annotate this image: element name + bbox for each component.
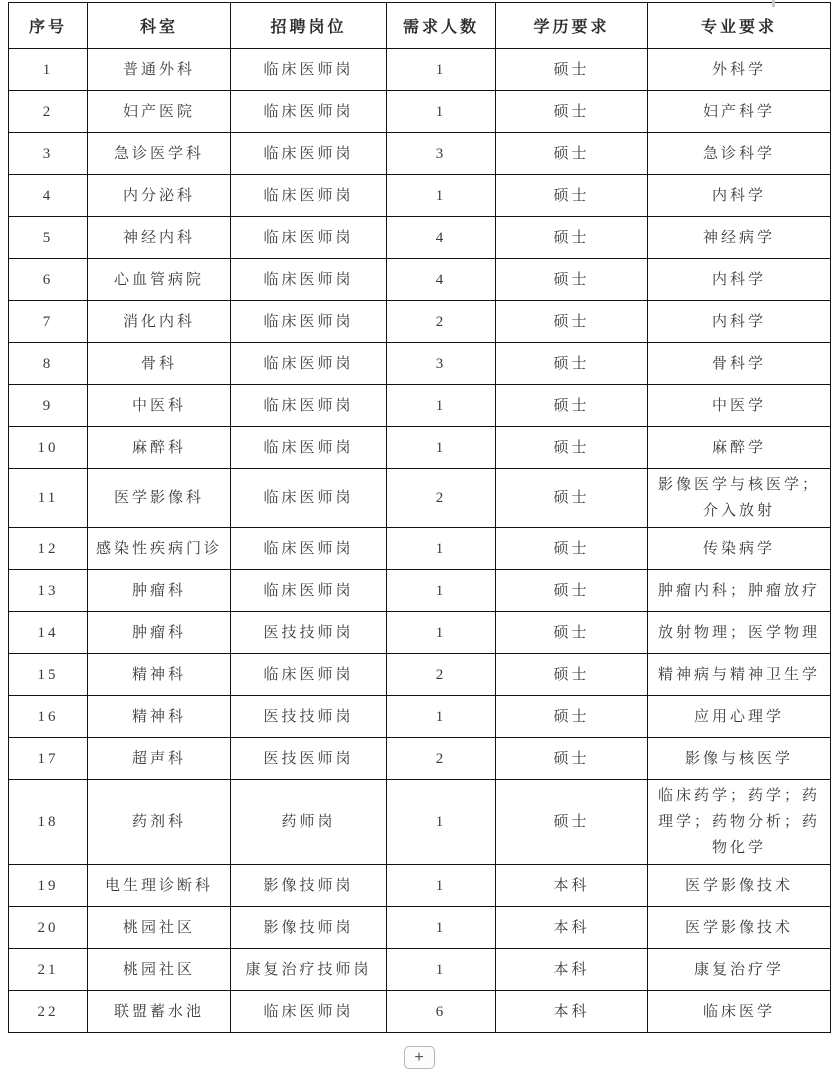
page-edge-artifact xyxy=(772,0,775,7)
add-row-container xyxy=(8,1046,830,1069)
cell-position: 临床医师岗 xyxy=(231,259,387,301)
cell-count: 6 xyxy=(387,991,496,1033)
cell-position: 临床医师岗 xyxy=(231,343,387,385)
column-header-dept: 科室 xyxy=(88,3,231,49)
cell-education: 硕士 xyxy=(496,385,648,427)
cell-count: 1 xyxy=(387,385,496,427)
cell-major: 肿瘤内科；肿瘤放疗 xyxy=(648,570,831,612)
cell-no: 18 xyxy=(9,780,88,865)
cell-education: 硕士 xyxy=(496,469,648,528)
cell-count: 1 xyxy=(387,949,496,991)
cell-dept: 消化内科 xyxy=(88,301,231,343)
cell-count: 3 xyxy=(387,133,496,175)
cell-education: 硕士 xyxy=(496,91,648,133)
table-row xyxy=(9,469,831,528)
cell-education: 硕士 xyxy=(496,301,648,343)
table-row xyxy=(9,865,831,907)
cell-position: 康复治疗技师岗 xyxy=(231,949,387,991)
table-row xyxy=(9,175,831,217)
cell-position: 影像技师岗 xyxy=(231,907,387,949)
cell-count: 2 xyxy=(387,469,496,528)
column-header-position: 招聘岗位 xyxy=(231,3,387,49)
cell-major: 神经病学 xyxy=(648,217,831,259)
cell-education: 硕士 xyxy=(496,427,648,469)
table-row xyxy=(9,738,831,780)
cell-count: 2 xyxy=(387,301,496,343)
cell-dept: 联盟蓄水池 xyxy=(88,991,231,1033)
cell-major: 精神病与精神卫生学 xyxy=(648,654,831,696)
cell-no: 22 xyxy=(9,991,88,1033)
cell-dept: 电生理诊断科 xyxy=(88,865,231,907)
table-row xyxy=(9,907,831,949)
table-row xyxy=(9,49,831,91)
cell-major: 妇产科学 xyxy=(648,91,831,133)
cell-major: 骨科学 xyxy=(648,343,831,385)
cell-no: 15 xyxy=(9,654,88,696)
table-row xyxy=(9,528,831,570)
cell-education: 硕士 xyxy=(496,343,648,385)
cell-major: 内科学 xyxy=(648,175,831,217)
cell-major: 中医学 xyxy=(648,385,831,427)
cell-dept: 普通外科 xyxy=(88,49,231,91)
cell-education: 硕士 xyxy=(496,133,648,175)
table-row xyxy=(9,217,831,259)
cell-dept: 中医科 xyxy=(88,385,231,427)
table-row xyxy=(9,991,831,1033)
cell-count: 1 xyxy=(387,612,496,654)
cell-no: 21 xyxy=(9,949,88,991)
cell-dept: 神经内科 xyxy=(88,217,231,259)
cell-count: 2 xyxy=(387,654,496,696)
cell-count: 4 xyxy=(387,217,496,259)
table-row xyxy=(9,570,831,612)
cell-position: 临床医师岗 xyxy=(231,991,387,1033)
cell-count: 1 xyxy=(387,175,496,217)
cell-count: 1 xyxy=(387,427,496,469)
table-row xyxy=(9,343,831,385)
column-header-major: 专业要求 xyxy=(648,3,831,49)
cell-no: 3 xyxy=(9,133,88,175)
cell-major: 急诊科学 xyxy=(648,133,831,175)
cell-position: 临床医师岗 xyxy=(231,49,387,91)
cell-education: 硕士 xyxy=(496,175,648,217)
table-header xyxy=(9,3,831,49)
cell-position: 临床医师岗 xyxy=(231,570,387,612)
cell-no: 20 xyxy=(9,907,88,949)
column-header-no: 序号 xyxy=(9,3,88,49)
cell-no: 19 xyxy=(9,865,88,907)
cell-count: 3 xyxy=(387,343,496,385)
cell-no: 11 xyxy=(9,469,88,528)
table-row xyxy=(9,780,831,865)
cell-major: 内科学 xyxy=(648,301,831,343)
cell-position: 临床医师岗 xyxy=(231,175,387,217)
cell-position: 医技技师岗 xyxy=(231,612,387,654)
cell-major: 临床药学；药学；药理学；药物分析；药物化学 xyxy=(648,780,831,865)
cell-count: 1 xyxy=(387,528,496,570)
table-row xyxy=(9,385,831,427)
cell-position: 临床医师岗 xyxy=(231,654,387,696)
cell-count: 1 xyxy=(387,91,496,133)
cell-major: 影像医学与核医学；介入放射 xyxy=(648,469,831,528)
table-row xyxy=(9,654,831,696)
cell-no: 10 xyxy=(9,427,88,469)
cell-position: 临床医师岗 xyxy=(231,528,387,570)
column-header-education: 学历要求 xyxy=(496,3,648,49)
cell-dept: 骨科 xyxy=(88,343,231,385)
cell-major: 内科学 xyxy=(648,259,831,301)
cell-no: 1 xyxy=(9,49,88,91)
cell-position: 临床医师岗 xyxy=(231,133,387,175)
cell-dept: 心血管病院 xyxy=(88,259,231,301)
cell-education: 硕士 xyxy=(496,259,648,301)
cell-count: 4 xyxy=(387,259,496,301)
cell-no: 7 xyxy=(9,301,88,343)
cell-education: 本科 xyxy=(496,865,648,907)
cell-dept: 桃园社区 xyxy=(88,907,231,949)
cell-dept: 桃园社区 xyxy=(88,949,231,991)
cell-dept: 急诊医学科 xyxy=(88,133,231,175)
cell-dept: 肿瘤科 xyxy=(88,570,231,612)
column-header-count: 需求人数 xyxy=(387,3,496,49)
cell-dept: 药剂科 xyxy=(88,780,231,865)
table-row xyxy=(9,91,831,133)
cell-education: 硕士 xyxy=(496,217,648,259)
cell-count: 1 xyxy=(387,570,496,612)
cell-dept: 内分泌科 xyxy=(88,175,231,217)
cell-no: 8 xyxy=(9,343,88,385)
table-row xyxy=(9,133,831,175)
table-row xyxy=(9,259,831,301)
cell-education: 硕士 xyxy=(496,738,648,780)
cell-education: 硕士 xyxy=(496,49,648,91)
add-row-button[interactable]: + xyxy=(404,1046,435,1069)
table-body xyxy=(9,49,831,1033)
cell-education: 硕士 xyxy=(496,570,648,612)
cell-position: 临床医师岗 xyxy=(231,217,387,259)
cell-major: 医学影像技术 xyxy=(648,865,831,907)
cell-no: 12 xyxy=(9,528,88,570)
cell-dept: 妇产医院 xyxy=(88,91,231,133)
cell-count: 1 xyxy=(387,696,496,738)
table-row xyxy=(9,949,831,991)
cell-count: 1 xyxy=(387,49,496,91)
cell-dept: 医学影像科 xyxy=(88,469,231,528)
cell-count: 1 xyxy=(387,907,496,949)
cell-position: 药师岗 xyxy=(231,780,387,865)
cell-no: 14 xyxy=(9,612,88,654)
cell-no: 13 xyxy=(9,570,88,612)
cell-major: 应用心理学 xyxy=(648,696,831,738)
cell-position: 临床医师岗 xyxy=(231,469,387,528)
cell-dept: 麻醉科 xyxy=(88,427,231,469)
cell-position: 影像技师岗 xyxy=(231,865,387,907)
cell-count: 1 xyxy=(387,865,496,907)
cell-position: 临床医师岗 xyxy=(231,427,387,469)
recruitment-table xyxy=(8,2,831,1033)
cell-no: 9 xyxy=(9,385,88,427)
cell-education: 硕士 xyxy=(496,528,648,570)
cell-position: 临床医师岗 xyxy=(231,385,387,427)
cell-position: 临床医师岗 xyxy=(231,91,387,133)
cell-education: 本科 xyxy=(496,949,648,991)
cell-dept: 肿瘤科 xyxy=(88,612,231,654)
cell-no: 16 xyxy=(9,696,88,738)
cell-dept: 精神科 xyxy=(88,696,231,738)
cell-major: 麻醉学 xyxy=(648,427,831,469)
cell-education: 本科 xyxy=(496,991,648,1033)
cell-education: 硕士 xyxy=(496,612,648,654)
cell-position: 医技医师岗 xyxy=(231,738,387,780)
table-row xyxy=(9,696,831,738)
cell-education: 硕士 xyxy=(496,654,648,696)
header-row xyxy=(9,3,831,49)
cell-position: 临床医师岗 xyxy=(231,301,387,343)
cell-education: 硕士 xyxy=(496,696,648,738)
cell-education: 硕士 xyxy=(496,780,648,865)
cell-dept: 精神科 xyxy=(88,654,231,696)
cell-count: 2 xyxy=(387,738,496,780)
cell-major: 放射物理；医学物理 xyxy=(648,612,831,654)
cell-no: 2 xyxy=(9,91,88,133)
cell-dept: 超声科 xyxy=(88,738,231,780)
cell-count: 1 xyxy=(387,780,496,865)
cell-education: 本科 xyxy=(496,907,648,949)
cell-major: 医学影像技术 xyxy=(648,907,831,949)
cell-no: 5 xyxy=(9,217,88,259)
cell-major: 康复治疗学 xyxy=(648,949,831,991)
cell-major: 影像与核医学 xyxy=(648,738,831,780)
cell-no: 17 xyxy=(9,738,88,780)
table-row xyxy=(9,612,831,654)
cell-major: 传染病学 xyxy=(648,528,831,570)
table-row xyxy=(9,427,831,469)
table-row xyxy=(9,301,831,343)
cell-dept: 感染性疾病门诊 xyxy=(88,528,231,570)
cell-major: 外科学 xyxy=(648,49,831,91)
cell-major: 临床医学 xyxy=(648,991,831,1033)
cell-no: 6 xyxy=(9,259,88,301)
cell-no: 4 xyxy=(9,175,88,217)
cell-position: 医技技师岗 xyxy=(231,696,387,738)
